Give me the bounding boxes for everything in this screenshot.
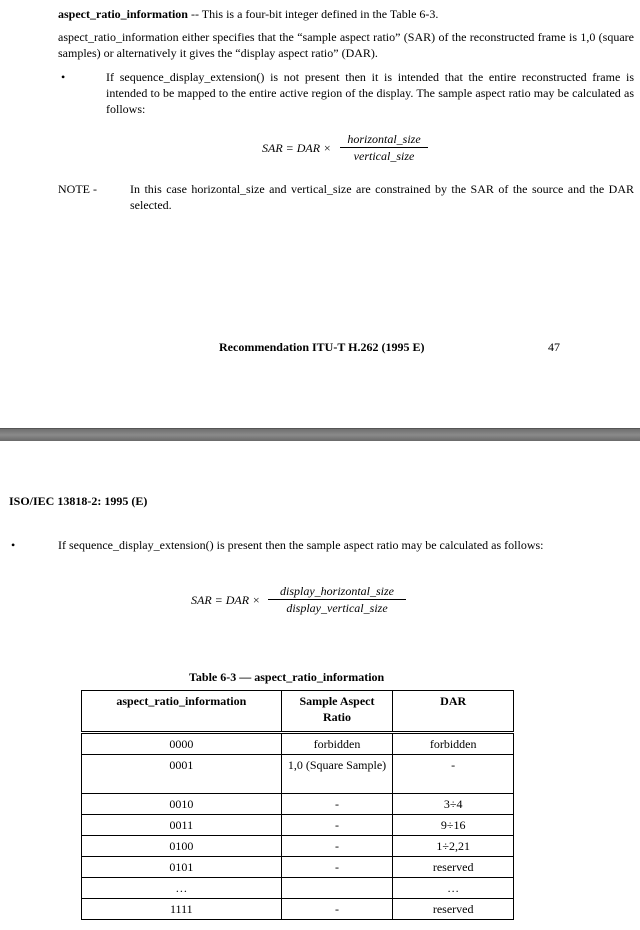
table-header-row (82, 691, 514, 733)
table-cell: 0101 (82, 857, 282, 878)
table-cell: 1111 (82, 899, 282, 920)
term-name: aspect_ratio_information (58, 7, 188, 21)
note-label: NOTE - (58, 182, 97, 196)
table-cell: … (82, 878, 282, 899)
table-cell: 0000 (82, 733, 282, 755)
table-cell: forbidden (281, 733, 393, 755)
table-cell: … (393, 878, 514, 899)
equation-lhs: SAR = DAR × (262, 141, 332, 155)
table-cell: reserved (393, 899, 514, 920)
bullet-text-2: If sequence_display_extension() is present then the sample aspect ratio may be calculated as follows: (58, 538, 544, 552)
equation-fraction-2 (268, 583, 406, 616)
term-definition (58, 6, 638, 22)
equation-denominator-2: display_vertical_size (286, 601, 388, 615)
column-header: aspect_ratio_information (82, 691, 282, 733)
table-cell: - (281, 794, 393, 815)
table-cell: - (281, 899, 393, 920)
table-cell (281, 878, 393, 899)
equation-fraction (340, 131, 428, 164)
page-number: 47 (548, 340, 560, 354)
table-cell: - (281, 857, 393, 878)
table-cell: - (393, 755, 514, 794)
term-definition-text: -- This is a four-bit integer defined in the Table 6-3. (187, 7, 439, 21)
bullet-marker-2: • (11, 538, 16, 552)
note-text: In this case horizontal_size and vertical_size are constrained by the SAR of the source and the DAR selected. (130, 182, 634, 212)
table-cell: 0011 (82, 815, 282, 836)
table-row (82, 836, 514, 857)
column-header: DAR (393, 691, 514, 733)
table-cell: 0001 (82, 755, 282, 794)
page-separator (0, 428, 640, 441)
table-cell: 1,0 (Square Sample) (281, 755, 393, 794)
table-cell: 0100 (82, 836, 282, 857)
aspect-ratio-table (81, 690, 514, 920)
table-row (82, 755, 514, 794)
table-cell: forbidden (393, 733, 514, 755)
table-cell: - (281, 815, 393, 836)
equation-numerator-2: display_horizontal_size (268, 583, 406, 600)
table-cell: reserved (393, 857, 514, 878)
equation-numerator: horizontal_size (340, 131, 428, 148)
table-cell: 1÷2,21 (393, 836, 514, 857)
table-cell: - (281, 836, 393, 857)
page-header: ISO/IEC 13818-2: 1995 (E) (9, 494, 148, 508)
footer-title: Recommendation ITU-T H.262 (1995 E) (219, 340, 425, 354)
equation-denominator: vertical_size (353, 149, 415, 163)
table-title: Table 6-3 — aspect_ratio_information (189, 670, 385, 684)
table-cell: 3÷4 (393, 794, 514, 815)
table-cell: 9÷16 (393, 815, 514, 836)
bullet-marker: • (61, 70, 66, 84)
column-header: Sample Aspect Ratio (281, 691, 393, 733)
paragraph-1: aspect_ratio_information either specifies that the “sample aspect ratio” (SAR) of the reconstructed frame is 1,0 (square samples) or alternatively it gives the “display aspect ratio” (DAR). (58, 30, 634, 60)
table-row (82, 815, 514, 836)
table-cell: 0010 (82, 794, 282, 815)
equation-lhs-2: SAR = DAR × (191, 593, 261, 607)
table-row (82, 733, 514, 755)
table-row (82, 857, 514, 878)
table-row (82, 899, 514, 920)
bullet-text: If sequence_display_extension() is not present then it is intended that the entire reconstructed frame is intended to be mapped to the entire active region of the display. The sample aspect ratio may be calculated as follows: (106, 70, 634, 116)
table-row (82, 794, 514, 815)
table-row (82, 878, 514, 899)
